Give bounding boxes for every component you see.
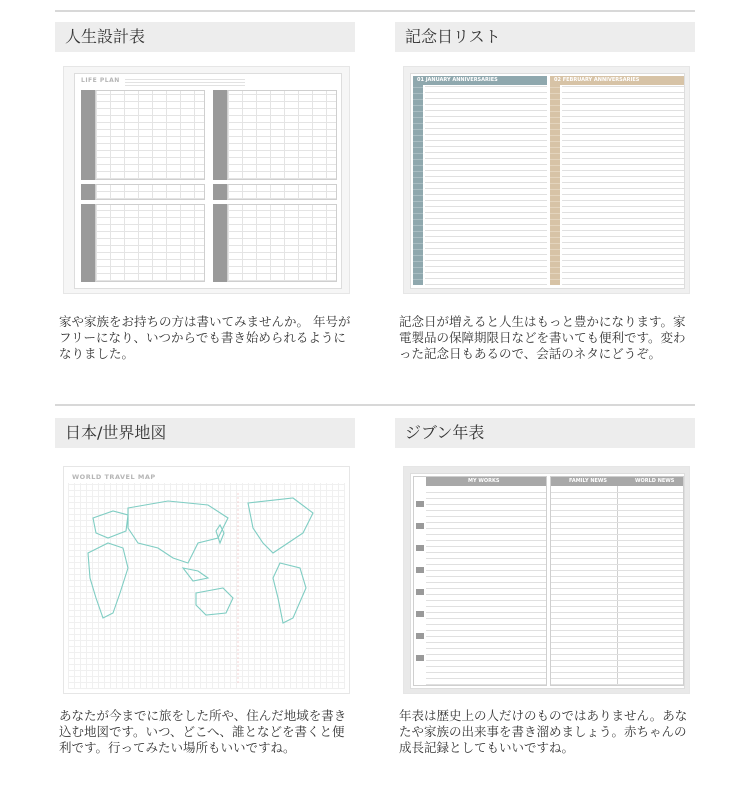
timeline-right-panel	[550, 476, 684, 686]
grid-label	[81, 204, 95, 282]
asia-shape	[128, 501, 228, 563]
thumbnail-caption-lines	[125, 78, 245, 86]
january-lines	[425, 85, 547, 285]
grid-label	[213, 184, 227, 200]
card-title: 人生設計表	[55, 22, 355, 52]
grid-label	[81, 90, 95, 180]
my-works-lines	[426, 487, 546, 685]
my-works-label: MY WORKS	[468, 478, 500, 484]
card-title: ジブン年表	[395, 418, 695, 448]
world-news-label: WORLD NEWS	[635, 478, 675, 484]
world-map-thumbnail[interactable]	[63, 466, 350, 694]
north-america-shape	[248, 498, 313, 553]
south-america-shape	[273, 563, 306, 623]
february-day-column	[550, 85, 560, 285]
grid-block	[227, 184, 337, 200]
grid-label	[81, 184, 95, 200]
timeline-thumbnail[interactable]	[403, 466, 690, 694]
card-world-map	[55, 418, 355, 788]
card-description: あなたが今までに旅をした所や、住んだ地域を書き込む地図です。いつ、どこへ、誰となどを書くと便利です。行ってみたい場所もいいですね。	[59, 708, 347, 755]
news-header	[551, 477, 683, 486]
grid-block	[95, 184, 205, 200]
top-divider	[55, 10, 695, 12]
january-header: 01 JANUARY ANNIVERSARIES	[413, 76, 547, 85]
anniversary-thumbnail[interactable]	[403, 66, 690, 294]
card-description: 年表は歴史上の人だけのものではありません。あなたや家族の出来事を書き溜めましょう。赤ちゃんの成長記録としてもいいですね。	[399, 708, 688, 755]
life-plan-thumbnail[interactable]	[63, 66, 350, 294]
africa-shape	[88, 543, 128, 618]
grid-label	[213, 90, 227, 180]
grid-label	[213, 204, 227, 282]
grid-block	[227, 90, 337, 180]
grid-block	[227, 204, 337, 282]
grid-block	[95, 204, 205, 282]
february-header: 02 FEBRUARY ANNIVERSARIES	[550, 76, 684, 85]
age-markers	[416, 497, 424, 677]
thumbnail-label: LIFE PLAN	[81, 77, 120, 84]
news-lines	[551, 487, 683, 685]
card-anniversary-list	[395, 22, 695, 382]
australia-shape	[196, 588, 233, 615]
card-description: 家や家族をお持ちの方は書いてみませんか。 年号がフリーになり、いつからでも書き始められるようになりました。	[59, 314, 351, 361]
card-personal-timeline	[395, 418, 695, 788]
timeline-left-panel	[413, 476, 547, 686]
grid-block	[95, 90, 205, 180]
thumbnail-label: WORLD TRAVEL MAP	[72, 473, 156, 481]
card-life-plan	[55, 22, 355, 382]
my-works-header	[426, 477, 546, 486]
sea-islands-shape	[183, 568, 208, 581]
card-title: 記念日リスト	[395, 22, 695, 52]
middle-divider	[55, 404, 695, 406]
family-news-label: FAMILY NEWS	[569, 478, 608, 484]
world-map-svg	[68, 483, 345, 689]
life-plan-page	[74, 73, 342, 289]
anniversary-page	[410, 73, 685, 289]
europe-shape	[93, 511, 128, 538]
february-lines	[562, 85, 684, 285]
january-day-column	[413, 85, 423, 285]
timeline-page	[410, 473, 685, 689]
map-grid	[68, 483, 345, 689]
card-title: 日本/世界地図	[55, 418, 355, 448]
card-description: 記念日が増えると人生はもっと豊かになります。家電製品の保障期限日などを書いても便利です。変わった記念日もあるので、会話のネタにどうぞ。	[399, 314, 686, 361]
